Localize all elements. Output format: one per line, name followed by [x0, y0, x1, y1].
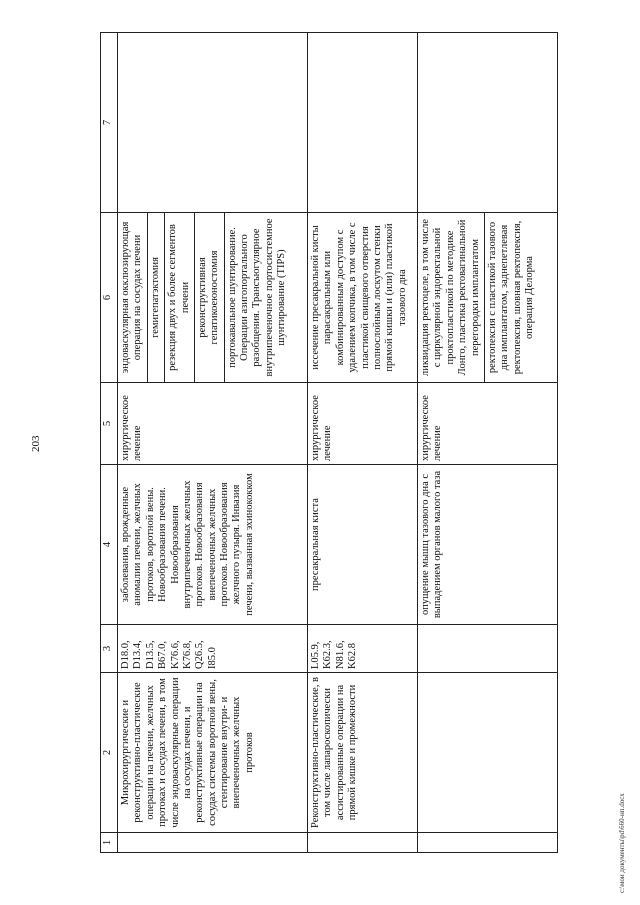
icd-codes-cell	[418, 625, 558, 673]
method-cell: иссечение пресакральной кисты парасакральным или комбинированным доступом с удалением копчика, в том числе с пластикой свищевого отверстия полнослойным лоскутом стенки прямой кишки и (или) пластикой тазового дна	[308, 213, 418, 383]
treatment-type-cell: хирургическое лечение	[308, 383, 418, 465]
method-cell	[118, 213, 308, 383]
file-path-footer: c:\мои документы\pd\660-нп.docx	[618, 793, 626, 893]
icd-code: Q26.5,	[194, 640, 206, 669]
row-number-cell	[118, 833, 308, 853]
procedure-group-cell	[418, 673, 558, 833]
icd-codes-cell	[308, 625, 418, 673]
icd-code: B67.0,	[157, 640, 169, 669]
method-cell	[418, 213, 558, 383]
method-item: гемигепатэктомия	[147, 213, 164, 382]
row-number-cell	[418, 833, 558, 853]
icd-code: K62.3,	[322, 640, 334, 669]
icd-code: D13.5,	[144, 640, 156, 669]
cost-cell	[118, 33, 308, 213]
icd-code: N81.6,	[334, 640, 346, 669]
treatment-type-cell: хирургическое лечение	[118, 383, 308, 465]
icd-code: K76.6,	[169, 640, 181, 669]
row-number-cell	[308, 833, 418, 853]
col-header: 7	[101, 33, 118, 213]
services-table	[100, 32, 558, 853]
method-item: ректопексия с пластикой тазового дна имплантатом, заднепетлевая ректопексия, шовная ректопексия, операция Делорма	[486, 220, 535, 375]
method-item: портокавальное шунтирование. Операции азигопортального разобщения. Трансъюгулярное внутрипеченочное портосистемное шунтирование (TIPS)	[226, 218, 288, 377]
diagnosis-cell: заболевания, врожденные аномалии печени, желчных протоков, воротной вены. Новообразования печени. Новообразования внутрипеченочных желчных протоков. Новообразования внепеченочных желчных протоков. Новообразования желчного пузыря. Инвазия печени, вызванная эхинококком	[118, 465, 308, 625]
header-row	[101, 33, 118, 853]
icd-code: D18.0,	[120, 640, 131, 669]
rotated-table-container	[100, 33, 620, 853]
col-header: 5	[101, 383, 118, 465]
icd-code: L05.9,	[310, 641, 321, 669]
table-row	[418, 33, 558, 853]
icd-code: D13.4,	[132, 640, 144, 669]
page-number: 203	[30, 435, 42, 452]
table-row	[118, 33, 308, 853]
col-header: 2	[101, 673, 118, 833]
procedure-group-cell: Микрохирургические и реконструктивно-пластические операции на печени, желчных протоках и сосудах печени, в том числе эндоваскулярные операции на сосудах печени, и реконструктивные операции на сосудах системы воротной вены, стентирование внутри- и внепеченочных желчных протоков	[118, 673, 308, 833]
col-header: 6	[101, 213, 118, 383]
method-item: ликвидация ректоцеле, в том числе с циркулярной эндоректальной проктопластикой по методике Лонго, пластика ректовагинальной перегородки имплантатом	[418, 213, 484, 382]
icd-code: K62.8	[347, 643, 359, 669]
procedure-group-cell: Реконструктивно-пластические, в том числе лапароскопически ассистированные операции на прямой кишке и промежности	[308, 673, 418, 833]
cost-cell	[418, 33, 558, 213]
method-list	[118, 213, 291, 382]
col-header: 3	[101, 625, 118, 673]
icd-codes-cell	[118, 625, 308, 673]
cost-cell	[308, 33, 418, 213]
col-header: 1	[101, 833, 118, 853]
method-item: реконструктивная гепатикоеюностомия	[194, 213, 224, 382]
treatment-type-cell: хирургическое лечение	[418, 383, 558, 465]
table-row	[308, 33, 418, 853]
method-item: эндоваскулярная окклюзирующая операция на сосудах печени	[118, 213, 147, 382]
diagnosis-cell: опущение мышц тазового дна с выпадением органов малого таза	[418, 465, 558, 625]
col-header: 4	[101, 465, 118, 625]
diagnosis-cell: пресакральная киста	[308, 465, 418, 625]
method-list	[418, 213, 538, 382]
method-item: резекция двух и более сегментов печени	[165, 213, 195, 382]
icd-code: I85.0	[206, 647, 218, 669]
icd-code: K76.8,	[181, 640, 193, 669]
